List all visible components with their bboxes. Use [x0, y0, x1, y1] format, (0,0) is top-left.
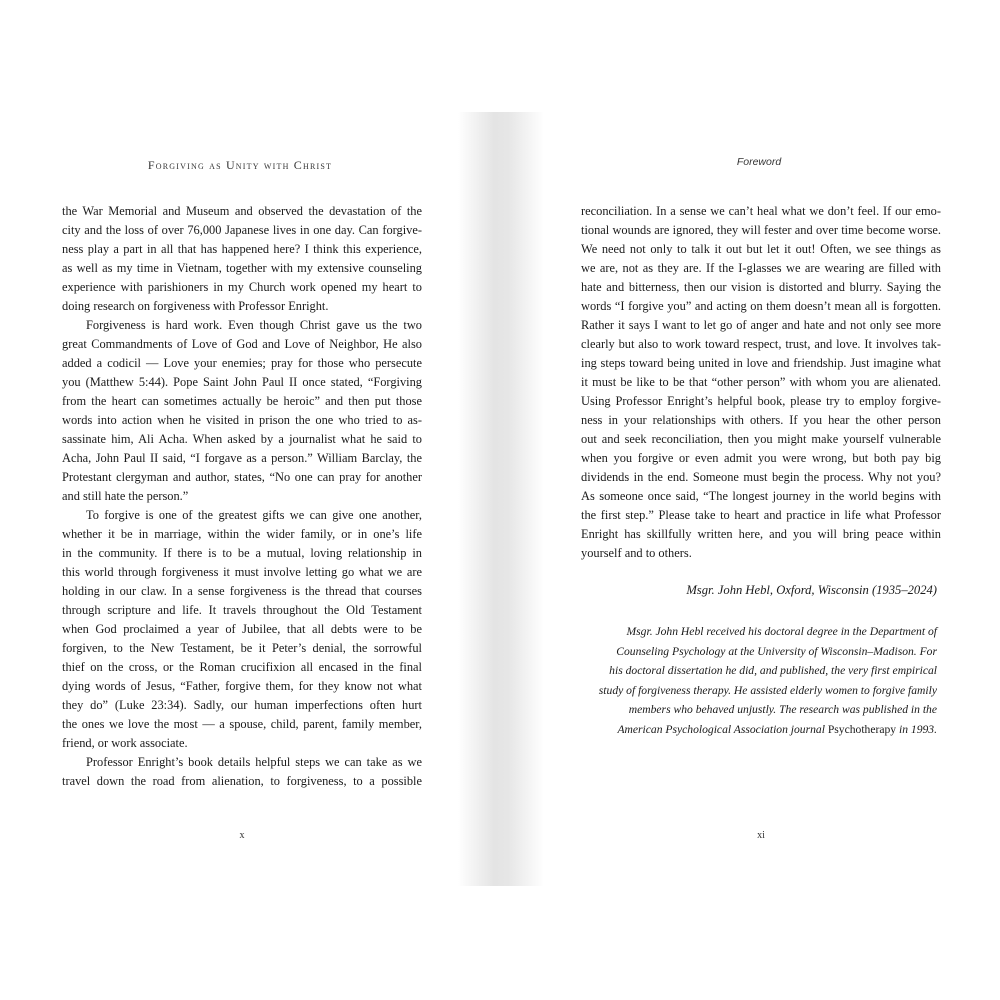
- text-line: added a codicil — Love your enemies; pray for those who persecute: [62, 356, 422, 370]
- text-line: yourself and to others.: [581, 546, 692, 560]
- text-line: dying words of Jesus, “Father, forgive them, for they know not what: [62, 679, 422, 693]
- bio-text: American Psychological Association journal: [617, 722, 828, 736]
- text-line: Protestant clergyman and author, states, “No one can pray for another: [62, 470, 422, 484]
- text-line: friend, or work associate.: [62, 736, 188, 750]
- book-gutter-shadow: [458, 112, 544, 886]
- foreword-signature: Msgr. John Hebl, Oxford, Wisconsin (1935–2024): [686, 583, 937, 597]
- text-line: tional wounds are ignored, they will fester and over time become worse.: [581, 223, 941, 237]
- text-line: words “I forgive you” and acting on them doesn’t mean all is forgotten.: [581, 299, 941, 313]
- left-paragraph-4: [62, 753, 422, 791]
- journal-title: Psychotherapy: [827, 722, 897, 736]
- text-line: dividends in the end. Someone must begin the process. Why not you?: [581, 470, 941, 484]
- text-line: when you forgive or even admit you were wrong, but both pay big: [581, 451, 941, 465]
- text-line: when God proclaimed a year of Jubilee, that all debts were to be: [62, 622, 422, 636]
- text-line: Forgiveness is hard work. Even though Christ gave us the two: [86, 318, 422, 332]
- text-line: this world through forgiveness it must involve letting go what we are: [62, 565, 422, 579]
- text-line: forgiven, to the New Testament, be it Peter’s denial, the sorrowful: [62, 641, 422, 655]
- text-line: hate and bitterness, then our vision is distorted and blurry. Saying the: [581, 280, 941, 294]
- text-line: as well as my time in Vietnam, together with my extensive counseling: [62, 261, 422, 275]
- text-line: Enright has skillfully written here, and you will bring peace within: [581, 527, 941, 541]
- bio-line: Counseling Psychology at the University of Wisconsin–Madison. For: [616, 644, 937, 658]
- text-line: sassinate him, Ali Acha. When asked by a journalist what he said to: [62, 432, 422, 446]
- text-line: in the community. If there is to be a mutual, loving relationship in: [62, 546, 422, 560]
- text-line: city and the loss of over 76,000 Japanese lives in one day. Can forgive-: [62, 223, 422, 237]
- right-page-body: [581, 202, 941, 563]
- text-line: Acha, John Paul II said, “I forgave as a person.” William Barclay, the: [62, 451, 422, 465]
- text-line: Rather it says I want to let go of anger and hate and not only see more: [581, 318, 941, 332]
- left-running-head: Forgiving as Unity with Christ: [147, 158, 333, 172]
- author-bio: [581, 622, 937, 740]
- text-line: As someone once said, “The longest journey in the world begins with: [581, 489, 941, 503]
- text-line: Using Professor Enright’s helpful book, please try to employ forgive-: [581, 394, 941, 408]
- text-line: it must be like to be that “other person” with whom you are alienated.: [581, 375, 941, 389]
- left-page-number: x: [239, 830, 245, 841]
- text-line: we are, not as they are. If the I-glasses we are wearing are filled with: [581, 261, 941, 275]
- text-line: the first step.” Please take to heart and practice in life what Professor: [581, 508, 941, 522]
- text-line: Professor Enright’s book details helpful steps we can take as we: [86, 755, 422, 769]
- text-line: ing steps toward being united in love and friendship. Just imagine what: [581, 356, 941, 370]
- bio-line: members who behaved unjustly. The research was published in the: [628, 703, 937, 717]
- text-line: To forgive is one of the greatest gifts we can give one another,: [86, 508, 422, 522]
- text-line: travel down the road from alienation, to forgiveness, to a possible: [62, 774, 422, 788]
- left-paragraph-3: [62, 506, 422, 753]
- text-line: the ones we love the most — a spouse, child, parent, family member,: [62, 717, 422, 731]
- text-line: words into action when he visited in prison the one who tried to as-: [62, 413, 422, 427]
- text-line: great Commandments of Love of God and Love of Neighbor, He also: [62, 337, 422, 351]
- right-running-head: Foreword: [736, 156, 782, 168]
- text-line: and still hate the person.”: [62, 489, 189, 503]
- right-paragraph-1: [581, 202, 941, 563]
- text-line: clearly but also to work toward respect, trust, and love. It involves tak-: [581, 337, 941, 351]
- right-page-number: xi: [757, 830, 765, 841]
- bio-line: Msgr. John Hebl received his doctoral degree in the Department of: [626, 625, 937, 638]
- text-line: doing research on forgiveness with Professor Enright.: [62, 299, 329, 313]
- left-paragraph-2: [62, 316, 422, 506]
- text-line: you (Matthew 5:44). Pope Saint John Paul II once stated, “Forgiving: [62, 375, 422, 389]
- text-line: holding in our claw. In a sense forgiveness is the thread that courses: [62, 584, 422, 598]
- left-page-body: [62, 202, 422, 791]
- text-line: We need not only to talk it out but let it out! Often, we see things as: [581, 242, 941, 256]
- text-line: out and seek reconciliation, then you might make yourself vulnerable: [581, 432, 941, 446]
- text-line: from the heart can sometimes actually be heroic” and then put those: [62, 394, 422, 408]
- text-line: through scripture and life. It travels throughout the Old Testament: [62, 603, 422, 617]
- text-line: ness play a part in all that has happened here? I think this experience,: [62, 242, 422, 256]
- text-line: they do” (Luke 23:34). Sadly, our human imperfections often hurt: [62, 698, 422, 712]
- text-line: reconciliation. In a sense we can’t heal what we don’t feel. If our emo-: [581, 204, 941, 218]
- text-line: experience with parishioners in my Church work opened my heart to: [62, 280, 422, 294]
- bio-last-line: [581, 720, 937, 740]
- text-line: thief on the cross, or the Roman crucifixion all encased in the final: [62, 660, 422, 674]
- bio-text: in 1993.: [896, 722, 937, 736]
- text-line: ness in your relationships with others. If you hear the other person: [581, 413, 941, 427]
- left-paragraph-1: [62, 202, 422, 316]
- text-line: whether it be in marriage, within the wider family, or in one’s life: [62, 527, 422, 541]
- bio-line: his doctoral dissertation he did, and published, the very first empirical: [609, 664, 937, 678]
- bio-line: study of forgiveness therapy. He assisted elderly women to forgive family: [598, 683, 937, 697]
- text-line: the War Memorial and Museum and observed the devastation of the: [62, 204, 422, 218]
